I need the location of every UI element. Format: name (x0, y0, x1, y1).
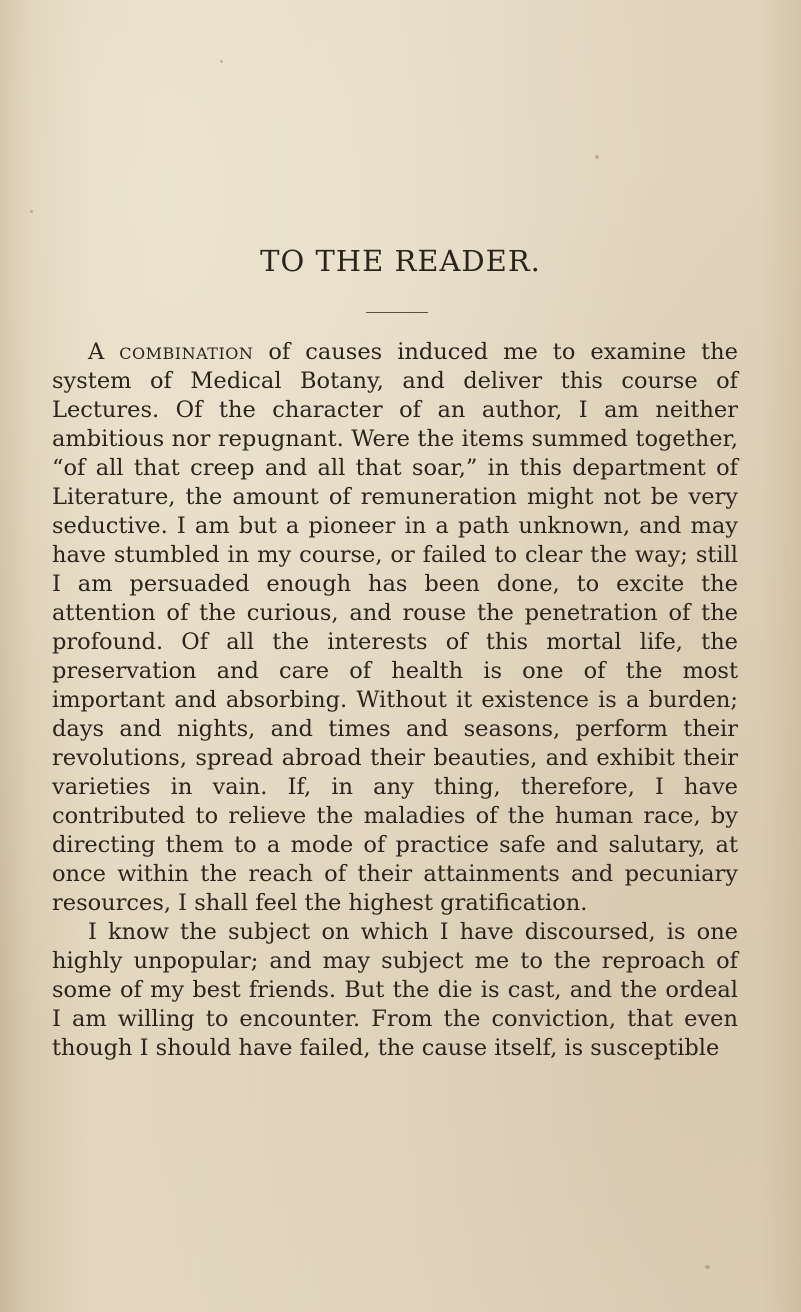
paragraph-1-text: of causes induced me to examine the system of Medical Botany, and deliver this course of Lectures. Of the character of an author, I am neither ambitious nor repugnant. Were the items summed together, “of all that creep and all that soar,” in this department of Literature, the amount of remuneration might not be very seductive. I am but a pioneer in a path unknown, and may have stumbled in my course, or failed to clear the way; still I am persuaded enough has been done, to excite the attention of the curious, and rouse the penetration of the profound. Of all the interests of this mortal life, the preservation and care of health is one of the most important and absorbing. Without it existence is a burden; days and nights, and times and seasons, perform their revolutions, spread abroad their beauties, and exhibit their varieties in vain. If, in any thing, therefore, I have contributed to relieve the maladies of the human race, by directing them to a mode of practice safe and salutary, at once within the reach of their attainments and pecuniary resources, I shall feel the highest gratification. (52, 339, 738, 916)
paragraph-1-lead-smallcaps: combination (119, 339, 254, 365)
paper-speck (705, 1265, 710, 1269)
paper-speck (30, 210, 33, 213)
paper-speck (220, 60, 223, 63)
body-text (52, 338, 738, 1063)
paragraph-1 (52, 338, 738, 918)
title-rule (366, 312, 428, 313)
paragraph-1-lead: A (88, 339, 105, 365)
paper-speck (595, 155, 599, 159)
page-title: TO THE READER. (260, 244, 541, 278)
paragraph-2: I know the subject on which I have discoursed, is one highly unpopular; and may subject me to the reproach of some of my best friends. But the die is cast, and the ordeal I am willing to encounter. From the conviction, that even though I should have failed, the cause itself, is susceptible (52, 919, 738, 1061)
